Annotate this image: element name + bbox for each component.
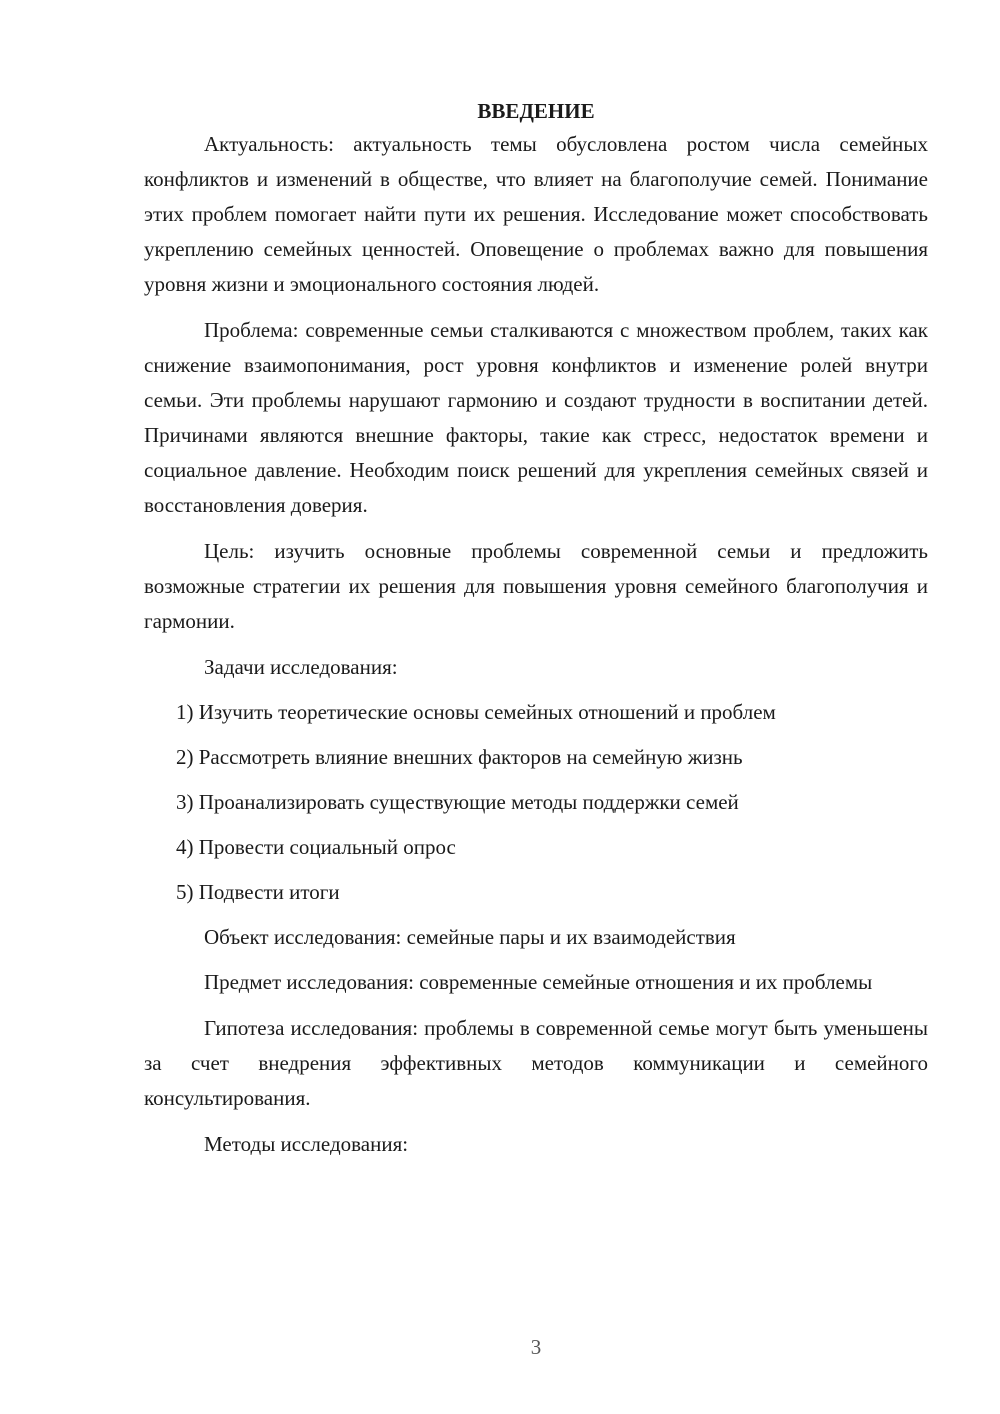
problem-paragraph: Проблема: современные семьи сталкиваются с множеством проблем, таких как снижение взаимопонимания, рост уровня конфликтов и изменение ролей внутри семьи. Эти проблемы нарушают гармонию и создают трудности в воспитании детей. Причинами являются внешние факторы, такие как стресс, недостаток времени и социальное давление. Необходим поиск решений для укрепления семейных связей и восстановления доверия.	[144, 318, 928, 517]
tasks-title: Задачи исследования:	[204, 655, 398, 679]
task-item: 1) Изучить теоретические основы семейных отношений и проблем	[176, 700, 776, 724]
task-item: 4) Провести социальный опрос	[176, 835, 456, 859]
task-item: 3) Проанализировать существующие методы поддержки семей	[176, 790, 739, 814]
methods-title: Методы исследования:	[204, 1132, 409, 1156]
task-item: 5) Подвести итоги	[176, 880, 340, 904]
task-item: 2) Рассмотреть влияние внешних факторов на семейную жизнь	[176, 745, 743, 769]
relevance-paragraph: Актуальность: актуальность темы обусловлена ростом числа семейных конфликтов и изменений в обществе, что влияет на благополучие семей. Понимание этих проблем помогает найти пути их решения. Исследование может способствовать укреплению семейных ценностей. Оповещение о проблемах важно для повышения уровня жизни и эмоционального состояния людей.	[144, 132, 928, 296]
page-content	[144, 96, 928, 1172]
hypothesis-paragraph: Гипотеза исследования: проблемы в современной семье могут быть уменьшены за счет внедрения эффективных методов коммуникации и семейного консультирования.	[144, 1016, 928, 1110]
goal-paragraph: Цель: изучить основные проблемы современной семьи и предложить возможные стратегии их решения для повышения уровня семейного благополучия и гармонии.	[144, 539, 928, 633]
section-heading: ВВЕДЕНИЕ	[477, 99, 595, 123]
page-number: 3	[530, 1335, 542, 1359]
object-line: Объект исследования: семейные пары и их взаимодействия	[204, 925, 736, 949]
subject-paragraph: Предмет исследования: современные семейные отношения и их проблемы	[204, 970, 873, 994]
